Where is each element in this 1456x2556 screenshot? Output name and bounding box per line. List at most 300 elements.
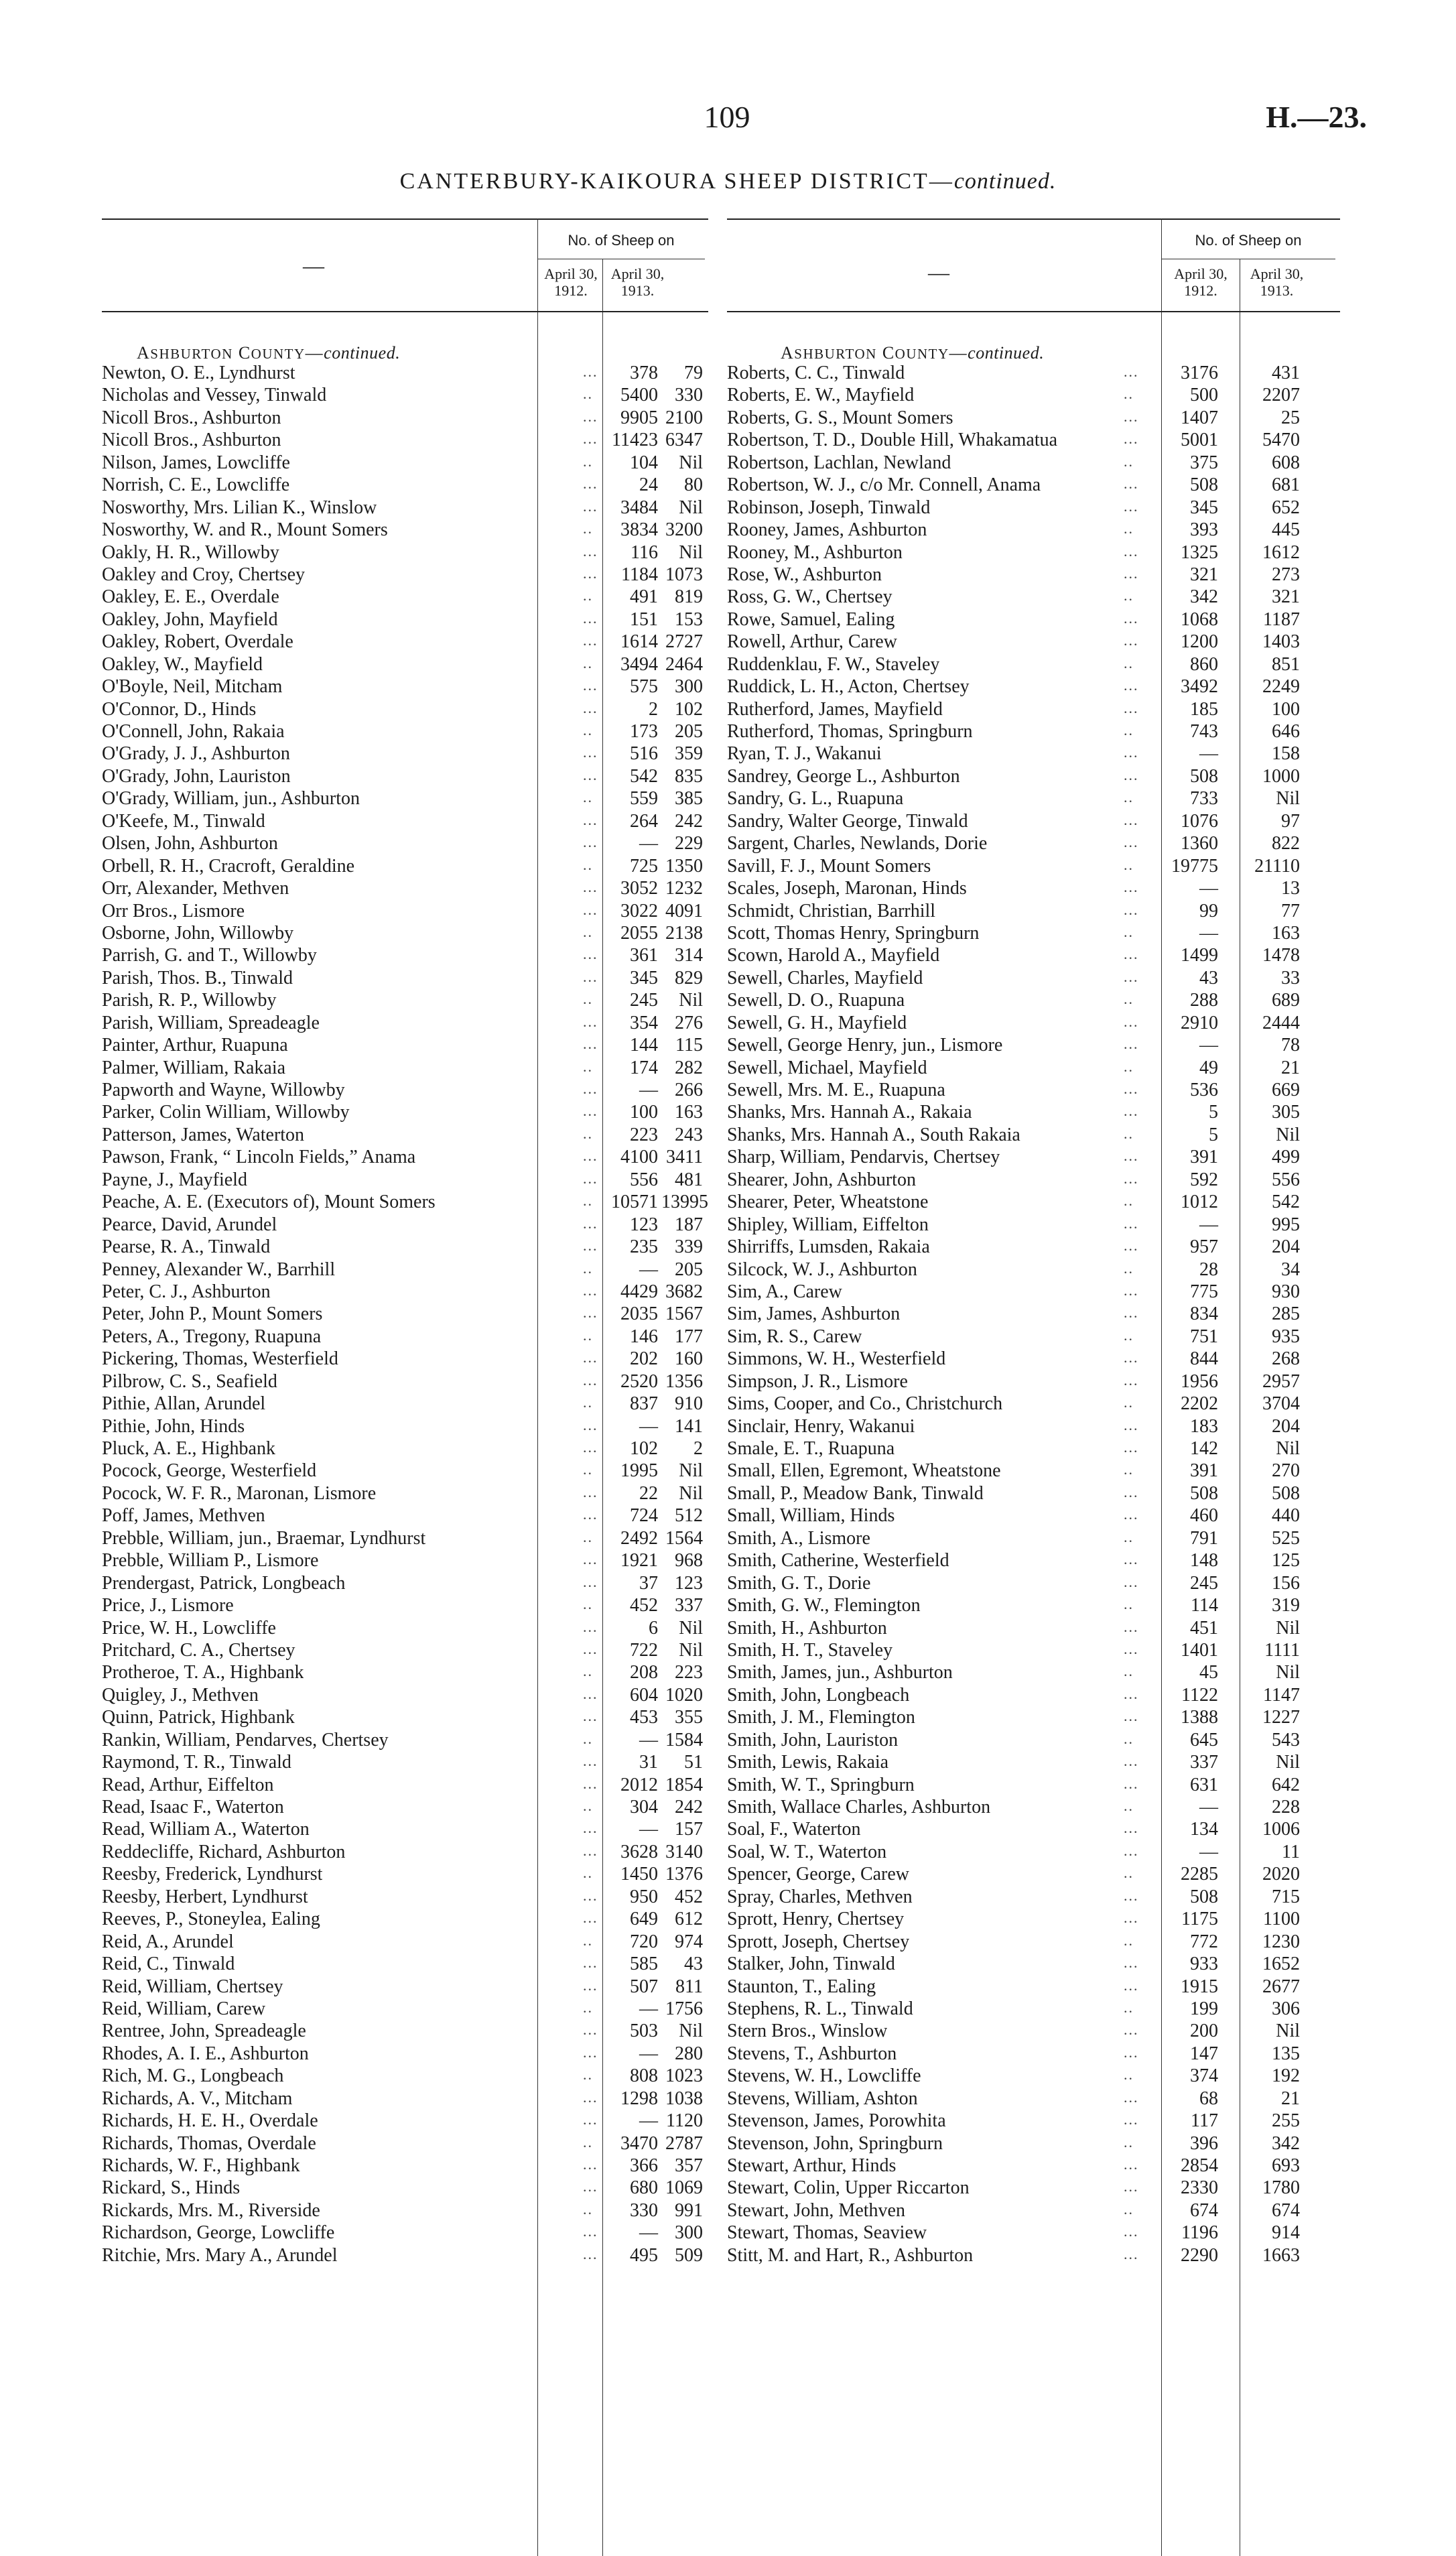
leader-dots: ... (583, 632, 598, 649)
sheep-1912: 453 (630, 1707, 658, 1728)
table-row (102, 1931, 708, 1953)
table-row (102, 1774, 708, 1796)
sheep-1913: 1120 (666, 2110, 703, 2132)
leader-dots: ... (583, 1685, 598, 1702)
table-row (727, 497, 1340, 519)
sheep-1912: 508 (1190, 765, 1218, 787)
sheep-1912: 2854 (1181, 2155, 1218, 2176)
sheep-1913: 689 (1272, 990, 1300, 1011)
leader-dots: .. (583, 587, 593, 604)
sheep-1913: 157 (675, 1819, 703, 1840)
leader-dots: ... (1124, 1349, 1139, 1366)
sheep-1913: 205 (675, 721, 703, 742)
header-april-1913: April 30, 1913. (1250, 265, 1304, 299)
holder-name: Rich, M. G., Longbeach (102, 2065, 284, 2087)
table-row (727, 765, 1340, 787)
table-row (102, 1012, 708, 1034)
table-row (102, 1796, 708, 1818)
holder-name: Rose, W., Ashburton (727, 564, 882, 585)
sheep-1912: 1196 (1181, 2222, 1218, 2244)
holder-name: Reid, William, Carew (102, 1998, 266, 2019)
leader-dots: .. (583, 1125, 593, 1142)
sheep-1912: — (639, 2110, 658, 2132)
holder-name: Rowe, Samuel, Ealing (727, 609, 895, 630)
sheep-1912: 1175 (1181, 1909, 1218, 1930)
sheep-1912: 68 (1199, 2088, 1218, 2109)
leader-dots: ... (583, 766, 598, 783)
leader-dots: ... (583, 1237, 598, 1255)
holder-name: Pearce, David, Arundel (102, 1214, 277, 1235)
holder-name: Rowell, Arthur, Carew (727, 631, 897, 653)
holder-name: Nicoll Bros., Ashburton (102, 430, 281, 451)
table-row (102, 1191, 708, 1213)
sheep-1912: 235 (630, 1236, 658, 1258)
sheep-1912: 722 (630, 1639, 658, 1661)
holder-name: Roberts, G. S., Mount Somers (727, 407, 953, 428)
leader-dots: .. (583, 1528, 593, 1545)
table-row (102, 720, 708, 743)
table-row (102, 1079, 708, 1101)
holder-name: Richards, Thomas, Overdale (102, 2132, 316, 2154)
holder-name: Richards, H. E. H., Overdale (102, 2110, 318, 2132)
leader-dots: ... (1124, 1371, 1139, 1389)
holder-name: Rutherford, James, Mayfield (727, 698, 943, 720)
sheep-1912: 2492 (620, 1527, 658, 1549)
sheep-1913: 914 (1272, 2222, 1300, 2244)
sheep-1912: 99 (1199, 900, 1218, 921)
holder-name: Smith, Lewis, Rakaia (727, 1752, 889, 1773)
holder-name: Orr, Alexander, Methven (102, 878, 289, 899)
sheep-1912: 542 (630, 765, 658, 787)
leader-dots: ... (1124, 1887, 1139, 1904)
sheep-1913: Nil (679, 1639, 703, 1661)
sheep-1912: — (1199, 1841, 1218, 1862)
sheep-1912: 345 (630, 967, 658, 988)
sheep-1913: 3411 (666, 1147, 703, 1168)
table-row (727, 1908, 1340, 1930)
table-row (102, 384, 708, 406)
sheep-1912: 288 (1190, 990, 1218, 1011)
sheep-1913: 34 (1281, 1259, 1300, 1280)
sheep-1912: 2 (649, 698, 658, 720)
table-row (102, 2199, 708, 2222)
table-row (102, 2222, 708, 2244)
holder-name: Smith, James, jun., Ashburton (727, 1662, 953, 1683)
table-row (727, 1505, 1340, 1527)
table-row (102, 832, 708, 854)
table-row (102, 452, 708, 474)
leader-dots: ... (583, 1371, 598, 1389)
table-row (727, 698, 1340, 720)
table-row (102, 362, 708, 384)
sheep-1913: 525 (1272, 1527, 1300, 1549)
sheep-1913: 1350 (665, 855, 703, 877)
table-row (727, 967, 1340, 989)
sheep-1912: 2910 (1181, 1012, 1218, 1033)
leader-dots: ... (583, 1708, 598, 1725)
leader-dots: ... (1124, 407, 1139, 425)
holder-name: Peache, A. E. (Executors of), Mount Somers (102, 1192, 436, 1213)
holder-name: Parrish, G. and T., Willowby (102, 945, 317, 966)
holder-name: Read, William A., Waterton (102, 1819, 310, 1840)
table-row (727, 1169, 1340, 1191)
holder-name: Sharp, William, Pendarvis, Chertsey (727, 1147, 1000, 1168)
leader-dots: ... (583, 1640, 598, 1657)
sheep-1912: 4100 (620, 1147, 658, 1168)
sheep-1913: 715 (1272, 1886, 1300, 1907)
table-row (102, 631, 708, 653)
table-row (727, 1079, 1340, 1101)
sheep-1912: 223 (630, 1124, 658, 1145)
sheep-1912: 5 (1209, 1102, 1218, 1123)
table-row (102, 1236, 708, 1258)
sheep-1912: 24 (639, 474, 658, 496)
table-row (102, 1348, 708, 1370)
table-row (727, 1818, 1340, 1840)
sheep-1912: 202 (630, 1348, 658, 1370)
holder-name: Shearer, John, Ashburton (727, 1169, 916, 1190)
leader-dots: .. (1124, 1931, 1134, 1949)
holder-name: Parker, Colin William, Willowby (102, 1102, 350, 1123)
sheep-1913: 125 (1272, 1550, 1300, 1572)
leader-dots: .. (583, 1596, 593, 1613)
table-row (102, 1214, 708, 1236)
table-row (102, 1549, 708, 1572)
sheep-1912: 1360 (1181, 833, 1218, 854)
table-row (727, 743, 1340, 765)
leader-dots: .. (1124, 856, 1134, 873)
table-row (727, 362, 1340, 384)
leader-dots: ... (1124, 901, 1139, 918)
leader-dots: ... (1124, 834, 1139, 851)
table-row (102, 1998, 708, 2020)
table-row (102, 474, 708, 496)
sheep-1912: 185 (1190, 698, 1218, 720)
holder-name: Simpson, J. R., Lismore (727, 1370, 908, 1392)
table-row (727, 1370, 1340, 1393)
table-row (727, 900, 1340, 922)
leader-dots: .. (1124, 923, 1134, 940)
sheep-1913: 163 (675, 1102, 703, 1123)
leader-dots: ... (583, 564, 598, 582)
sheep-1912: 117 (1191, 2110, 1218, 2132)
sheep-1912: 2035 (620, 1303, 658, 1325)
sheep-1913: 681 (1272, 474, 1300, 496)
table-row (102, 1415, 708, 1437)
header-april-1912: April 30, 1912. (1174, 265, 1228, 299)
table-row (727, 1146, 1340, 1168)
leader-dots: ... (1124, 1976, 1139, 1994)
holder-name: Ross, G. W., Chertsey (727, 586, 892, 608)
table-top-rule (102, 218, 708, 220)
sheep-1913: 642 (1272, 1774, 1300, 1795)
sheep-1912: 391 (1190, 1147, 1218, 1168)
leader-dots: .. (1124, 1998, 1134, 2016)
leader-dots: .. (583, 1394, 593, 1411)
leader-dots: .. (583, 1461, 593, 1478)
sheep-1913: Nil (679, 497, 703, 518)
table-row (102, 1146, 708, 1168)
sheep-1912: 2290 (1181, 2244, 1218, 2266)
sheep-1913: 359 (675, 743, 703, 765)
holder-name: Sewell, George Henry, jun., Lismore (727, 1035, 1003, 1056)
sheep-1912: 3022 (620, 900, 658, 921)
sheep-1912: 245 (630, 990, 658, 1011)
leader-dots: ... (1124, 609, 1139, 627)
header-april-1912: April 30, 1912. (544, 265, 598, 299)
sheep-1913: 2677 (1262, 1976, 1300, 1997)
sheep-1913: 1584 (665, 1729, 703, 1750)
table-row (102, 1527, 708, 1549)
holder-name: Sprott, Joseph, Chertsey (727, 1931, 910, 1952)
table-row (727, 1684, 1340, 1706)
leader-dots: .. (1124, 452, 1134, 470)
holder-name: O'Boyle, Neil, Mitcham (102, 676, 283, 698)
leader-dots: ... (1124, 1080, 1139, 1097)
leader-dots: .. (1124, 722, 1134, 739)
leader-dots: .. (583, 923, 593, 940)
sheep-1912: — (639, 833, 658, 854)
sheep-1912: 11423 (612, 430, 658, 451)
holder-name: Painter, Arthur, Ruapuna (102, 1035, 288, 1056)
table-row (102, 855, 708, 877)
table-row (102, 407, 708, 429)
sheep-1913: 255 (1272, 2110, 1300, 2132)
sheep-1912: 3176 (1181, 363, 1218, 383)
sheep-1912: 1388 (1181, 1707, 1218, 1728)
holder-name: Robertson, W. J., c/o Mr. Connell, Anama (727, 474, 1041, 496)
table-row (102, 1572, 708, 1594)
sheep-1912: — (639, 1729, 658, 1750)
table-row (727, 1415, 1340, 1437)
holder-name: Stewart, Colin, Upper Riccarton (727, 2177, 970, 2199)
sheep-1913: 512 (675, 1505, 703, 1527)
sheep-1912: — (639, 1080, 658, 1100)
leader-dots: ... (1124, 1506, 1139, 1523)
leader-dots: ... (583, 744, 598, 761)
sheep-1912: 22 (639, 1482, 658, 1504)
leader-dots: .. (1124, 2200, 1134, 2218)
holder-name: Norrish, C. E., Lowcliffe (102, 474, 290, 496)
holder-name: Price, W. H., Lowcliffe (102, 1617, 276, 1639)
sheep-1913: 2957 (1262, 1370, 1300, 1392)
holder-name: O'Connell, John, Rakaia (102, 721, 285, 742)
sheep-1913: 556 (1272, 1169, 1300, 1190)
table-row (727, 1886, 1340, 1908)
sheep-1912: 1921 (620, 1550, 658, 1572)
table-row (102, 2065, 708, 2087)
sheep-1912: 1068 (1181, 609, 1218, 630)
leader-dots: .. (1124, 1730, 1134, 1747)
leader-dots: ... (583, 834, 598, 851)
holder-name: Sinclair, Henry, Wakanui (727, 1415, 915, 1437)
sheep-1913: Nil (1276, 788, 1300, 810)
leader-dots: .. (583, 2200, 593, 2218)
table-row (102, 810, 708, 832)
holder-name: Oakley, W., Mayfield (102, 653, 263, 675)
sheep-1913: 1023 (665, 2065, 703, 2087)
sheep-1913: 282 (675, 1057, 703, 1078)
holder-name: Small, Ellen, Egremont, Wheatstone (727, 1460, 1001, 1482)
table-row (102, 2020, 708, 2042)
sheep-1913: 97 (1281, 810, 1300, 832)
sheep-1913: 2020 (1262, 1864, 1300, 1885)
leader-dots: ... (583, 968, 598, 985)
leader-dots: ... (1124, 1752, 1139, 1770)
table-row (102, 1863, 708, 1885)
sheep-1913: 508 (1272, 1482, 1300, 1504)
leader-dots: ... (1124, 2156, 1139, 2173)
sheep-1912: 500 (1190, 385, 1218, 406)
leader-dots: .. (583, 789, 593, 806)
table-row (727, 1236, 1340, 1258)
sheep-1913: 543 (1272, 1729, 1300, 1750)
leader-dots: ... (583, 1013, 598, 1030)
leader-dots: .. (583, 1192, 593, 1210)
table-row (102, 989, 708, 1011)
table-row (727, 944, 1340, 966)
sheep-1912: 183 (1190, 1415, 1218, 1437)
leader-dots: .. (583, 654, 593, 672)
holder-name: Savill, F. J., Mount Somers (727, 855, 931, 877)
table-row (727, 631, 1340, 653)
sheep-1912: 743 (1190, 721, 1218, 742)
sheep-1912: 508 (1190, 474, 1218, 496)
sheep-1912: 3052 (620, 878, 658, 899)
sheep-1912: 102 (630, 1438, 658, 1459)
sheep-1912: 516 (630, 743, 658, 765)
table-row (727, 609, 1340, 631)
table-row (727, 877, 1340, 899)
table-row (727, 1976, 1340, 1998)
sheep-1912: 393 (1190, 519, 1218, 541)
leader-dots: ... (583, 1281, 598, 1299)
holder-name: Nicholas and Vessey, Tinwald (102, 385, 327, 406)
sheep-1913: 1000 (1262, 765, 1300, 787)
sheep-1913: 1652 (1262, 1954, 1300, 1975)
leader-dots: .. (583, 1259, 593, 1277)
holder-name: Smith, H., Ashburton (727, 1617, 887, 1639)
sheep-1913: 1376 (665, 1864, 703, 1885)
table-row (102, 698, 708, 720)
sheep-1913: 1147 (1263, 1684, 1300, 1706)
table-row (102, 1751, 708, 1773)
holder-name: Sandry, Walter George, Tinwald (727, 810, 968, 832)
table-row (102, 877, 708, 899)
sheep-1913: 1073 (665, 564, 703, 585)
sheep-1913: 266 (675, 1080, 703, 1100)
sheep-1912: 451 (1190, 1617, 1218, 1639)
sheep-1913: 1111 (1264, 1639, 1300, 1661)
header-dash: — (303, 253, 324, 277)
leader-dots: .. (583, 1931, 593, 1949)
sheep-1913: 542 (1272, 1192, 1300, 1213)
sheep-1912: 378 (630, 363, 658, 383)
leader-dots: ... (583, 1214, 598, 1232)
leader-dots: .. (1124, 1125, 1134, 1142)
sheep-1912: 585 (630, 1954, 658, 1975)
sheep-1912: 495 (630, 2244, 658, 2266)
sheep-1912: 491 (630, 586, 658, 608)
sheep-1913: Nil (679, 2021, 703, 2042)
leader-dots: ... (1124, 497, 1139, 515)
sheep-1912: 134 (1190, 1819, 1218, 1840)
leader-dots: .. (583, 1058, 593, 1075)
sheep-1912: 3628 (620, 1841, 658, 1862)
table-row (727, 1326, 1340, 1348)
header-dash: — (928, 260, 949, 284)
leader-dots: ... (1124, 1775, 1139, 1792)
table-row (727, 1057, 1340, 1079)
sheep-1913: Nil (1276, 1752, 1300, 1773)
sheep-1913: 1020 (665, 1684, 703, 1706)
holder-name: Rutherford, Thomas, Springburn (727, 721, 973, 742)
sheep-1913: 819 (675, 586, 703, 608)
table-row (727, 519, 1340, 541)
sheep-1912: 321 (1190, 564, 1218, 585)
holder-name: Spencer, George, Carew (727, 1864, 910, 1885)
sheep-1913: 1038 (665, 2088, 703, 2109)
sheep-1912: 5001 (1181, 430, 1218, 451)
sheep-1913: 481 (675, 1169, 703, 1190)
table-row (102, 676, 708, 698)
leader-dots: ... (583, 430, 598, 448)
table-row (727, 1460, 1340, 1482)
holder-name: Newton, O. E., Lyndhurst (102, 363, 295, 383)
sheep-1913: 204 (1272, 1415, 1300, 1437)
holder-name: Patterson, James, Waterton (102, 1124, 305, 1145)
sheep-1912: 1995 (620, 1460, 658, 1482)
leader-dots: .. (1124, 2133, 1134, 2151)
holder-name: Sewell, Michael, Mayfield (727, 1057, 927, 1078)
leader-dots: ... (1124, 766, 1139, 783)
leader-dots: ... (1124, 1685, 1139, 1702)
sheep-1912: 592 (1190, 1169, 1218, 1190)
holder-name: Reid, C., Tinwald (102, 1954, 235, 1975)
leader-dots: ... (583, 1551, 598, 1568)
sheep-1912: 834 (1190, 1303, 1218, 1325)
leader-dots: ... (583, 2156, 598, 2173)
table-row (102, 944, 708, 966)
table-row (102, 1818, 708, 1840)
sheep-1913: 1069 (665, 2177, 703, 2199)
table-row (727, 407, 1340, 429)
leader-dots: .. (583, 722, 593, 739)
table-row (727, 720, 1340, 743)
sheep-1913: 243 (675, 1124, 703, 1145)
sheep-1913: 3682 (665, 1281, 703, 1302)
holder-name: Smith, W. T., Springburn (727, 1774, 915, 1795)
holder-name: Pocock, W. F. R., Maronan, Lismore (102, 1482, 377, 1504)
sheep-1913: 21 (1281, 1057, 1300, 1078)
sheep-1912: 460 (1190, 1505, 1218, 1527)
leader-dots: .. (583, 991, 593, 1008)
table-row (102, 1706, 708, 1728)
leader-dots: .. (1124, 385, 1134, 403)
sheep-1913: 1403 (1262, 631, 1300, 653)
table-row (727, 1012, 1340, 1034)
sheep-1913: 242 (675, 1797, 703, 1817)
leader-dots: ... (583, 1618, 598, 1635)
leader-dots: ... (583, 1954, 598, 1972)
leader-dots: ... (583, 475, 598, 493)
leader-dots: ... (1124, 1909, 1139, 1927)
holder-name: Rhodes, A. I. E., Ashburton (102, 2043, 309, 2064)
sheep-1913: 160 (675, 1348, 703, 1370)
sheep-1913: 158 (1272, 743, 1300, 765)
holder-name: Read, Arthur, Eiffelton (102, 1774, 274, 1795)
holder-name: Stevens, T., Ashburton (727, 2043, 897, 2064)
